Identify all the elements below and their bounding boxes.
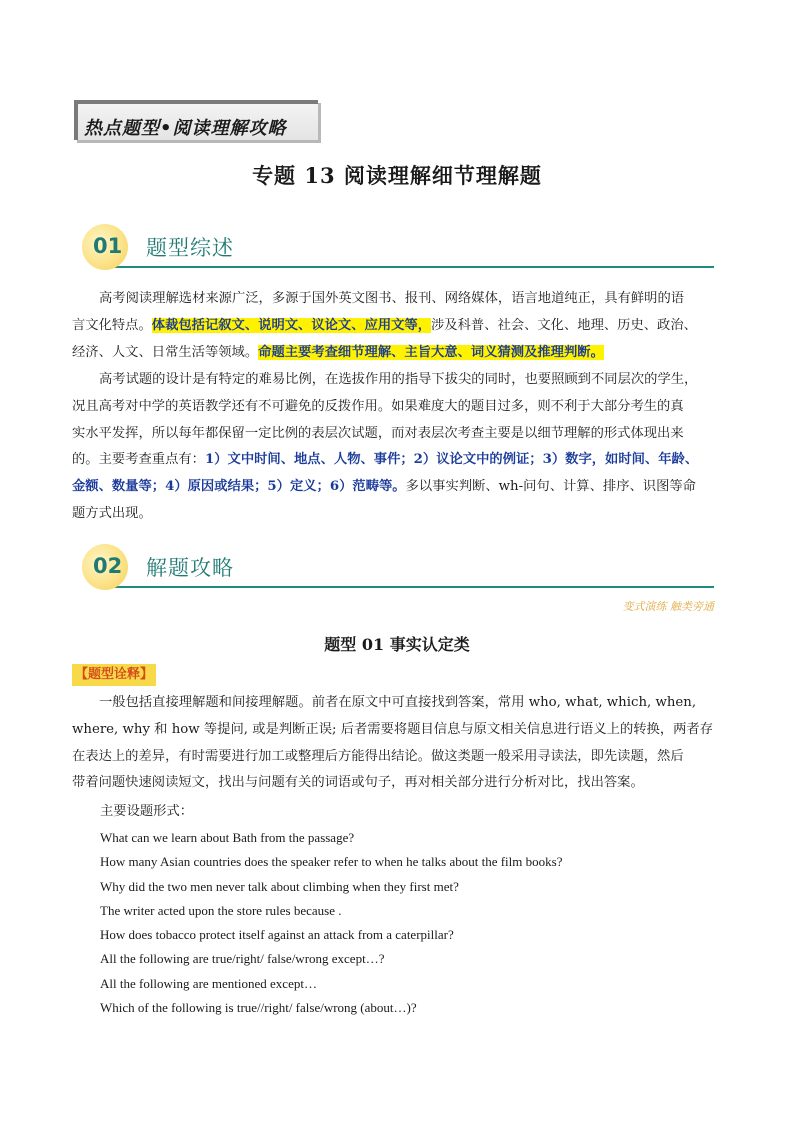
section-number: 02 xyxy=(93,554,123,578)
text-line: 高考阅读理解选材来源广泛，多源于国外英文图书、报刊、网络媒体，语言地道纯正，具有鲜明的语 xyxy=(99,291,685,306)
text-line: 况且高考对中学的英语教学还有不可避免的反拨作用。如果难度大的题目过多，则不利于大部分考生的真 xyxy=(72,398,684,414)
type-explanation-label: 【题型诠释】 xyxy=(72,664,156,686)
variant-note: 变式演练 触类旁通 xyxy=(622,600,714,613)
key-points-text: 金额、数量等；4）原因或结果；5）定义；6）范畴等。 xyxy=(72,479,406,495)
question-list xyxy=(100,826,562,1020)
text-line xyxy=(72,447,732,474)
section-title: 题型综述 xyxy=(146,236,234,260)
text-line xyxy=(72,340,732,367)
overview-paragraph-1 xyxy=(72,286,732,366)
text-line: 带着问题快速阅读短文，找出与问题有关的词语或句子，再对相关部分进行分析对比，找出答案。 xyxy=(72,775,644,791)
text-line: 一般包括直接理解题和间接理解题。前者在原文中可直接找到答案，常用 who, what, which, when, xyxy=(99,695,697,710)
list-item: The writer acted upon the store rules because . xyxy=(100,902,342,918)
highlighted-text: 命题主要考查细节理解、主旨大意、词义猜测及推理判断。 xyxy=(258,344,604,360)
list-item: How does tobacco protect itself against an attack from a caterpillar? xyxy=(100,927,454,943)
list-item: All the following are true/right/ false/wrong except…? xyxy=(100,951,385,967)
section-header-strategy xyxy=(82,542,714,594)
text-span: 的。主要考查重点有： xyxy=(72,452,205,468)
key-points-text: 1）文中时间、地点、人物、事件；2）议论文中的例证；3）数字，如时间、年龄、 xyxy=(204,452,699,468)
text-line: 实水平发挥，所以每年都保留一定比例的表层次试题，而对表层次考查主要是以细节理解的形式体现出来 xyxy=(72,425,684,441)
text-span: 经济、人文、日常生活等领域。 xyxy=(72,344,259,360)
list-item: All the following are mentioned except… xyxy=(100,975,317,991)
list-item: Which of the following is true//right/ false/wrong (about…)? xyxy=(100,1000,417,1016)
section-number: 01 xyxy=(93,234,123,258)
explanation-paragraph xyxy=(72,690,732,797)
text-line xyxy=(72,313,732,340)
highlighted-text: 体裁包括记叙文、说明文、议论文、应用文等， xyxy=(151,317,432,333)
text-line: 在表达上的差异，有时需要进行加工或整理后方能得出结论。做这类题一般采用寻读法，即先读题，然后 xyxy=(72,748,684,764)
text-line xyxy=(72,474,732,501)
subsection-title: 题型 01 事实认定类 xyxy=(324,635,470,654)
section-header-overview xyxy=(82,222,714,274)
section-title: 解题攻略 xyxy=(146,556,234,580)
text-span: 涉及科普、社会、文化、地理、历史、政治、 xyxy=(431,317,697,333)
text-span: 多以事实判断、wh-问句、计算、排序、识图等命 xyxy=(405,479,696,495)
text-line: where, why 和 how 等提问, 或是判断正误; 后者需要将题目信息与原文相关信息进行语义上的转换，两者存 xyxy=(72,721,714,737)
overview-paragraph-2 xyxy=(72,367,732,528)
text-line: 高考试题的设计是有特定的难易比例，在选拔作用的指导下拔尖的同时，也要照顾到不同层次的学生， xyxy=(99,372,698,387)
forms-label: 主要设题形式： xyxy=(100,804,194,819)
section-divider xyxy=(110,266,714,268)
page-title: 专题 13 阅读理解细节理解题 xyxy=(252,163,542,188)
text-line: 题方式出现。 xyxy=(72,505,152,521)
list-item: Why did the two men never talk about climbing when they first met? xyxy=(100,878,459,894)
list-item: What can we learn about Bath from the passage? xyxy=(100,830,355,845)
text-span: 言文化特点。 xyxy=(72,317,152,333)
header-tag: 热点题型•阅读理解攻略 xyxy=(84,118,287,139)
list-item: How many Asian countries does the speaker refer to when he talks about the film books? xyxy=(100,854,563,870)
section-divider xyxy=(110,586,714,588)
